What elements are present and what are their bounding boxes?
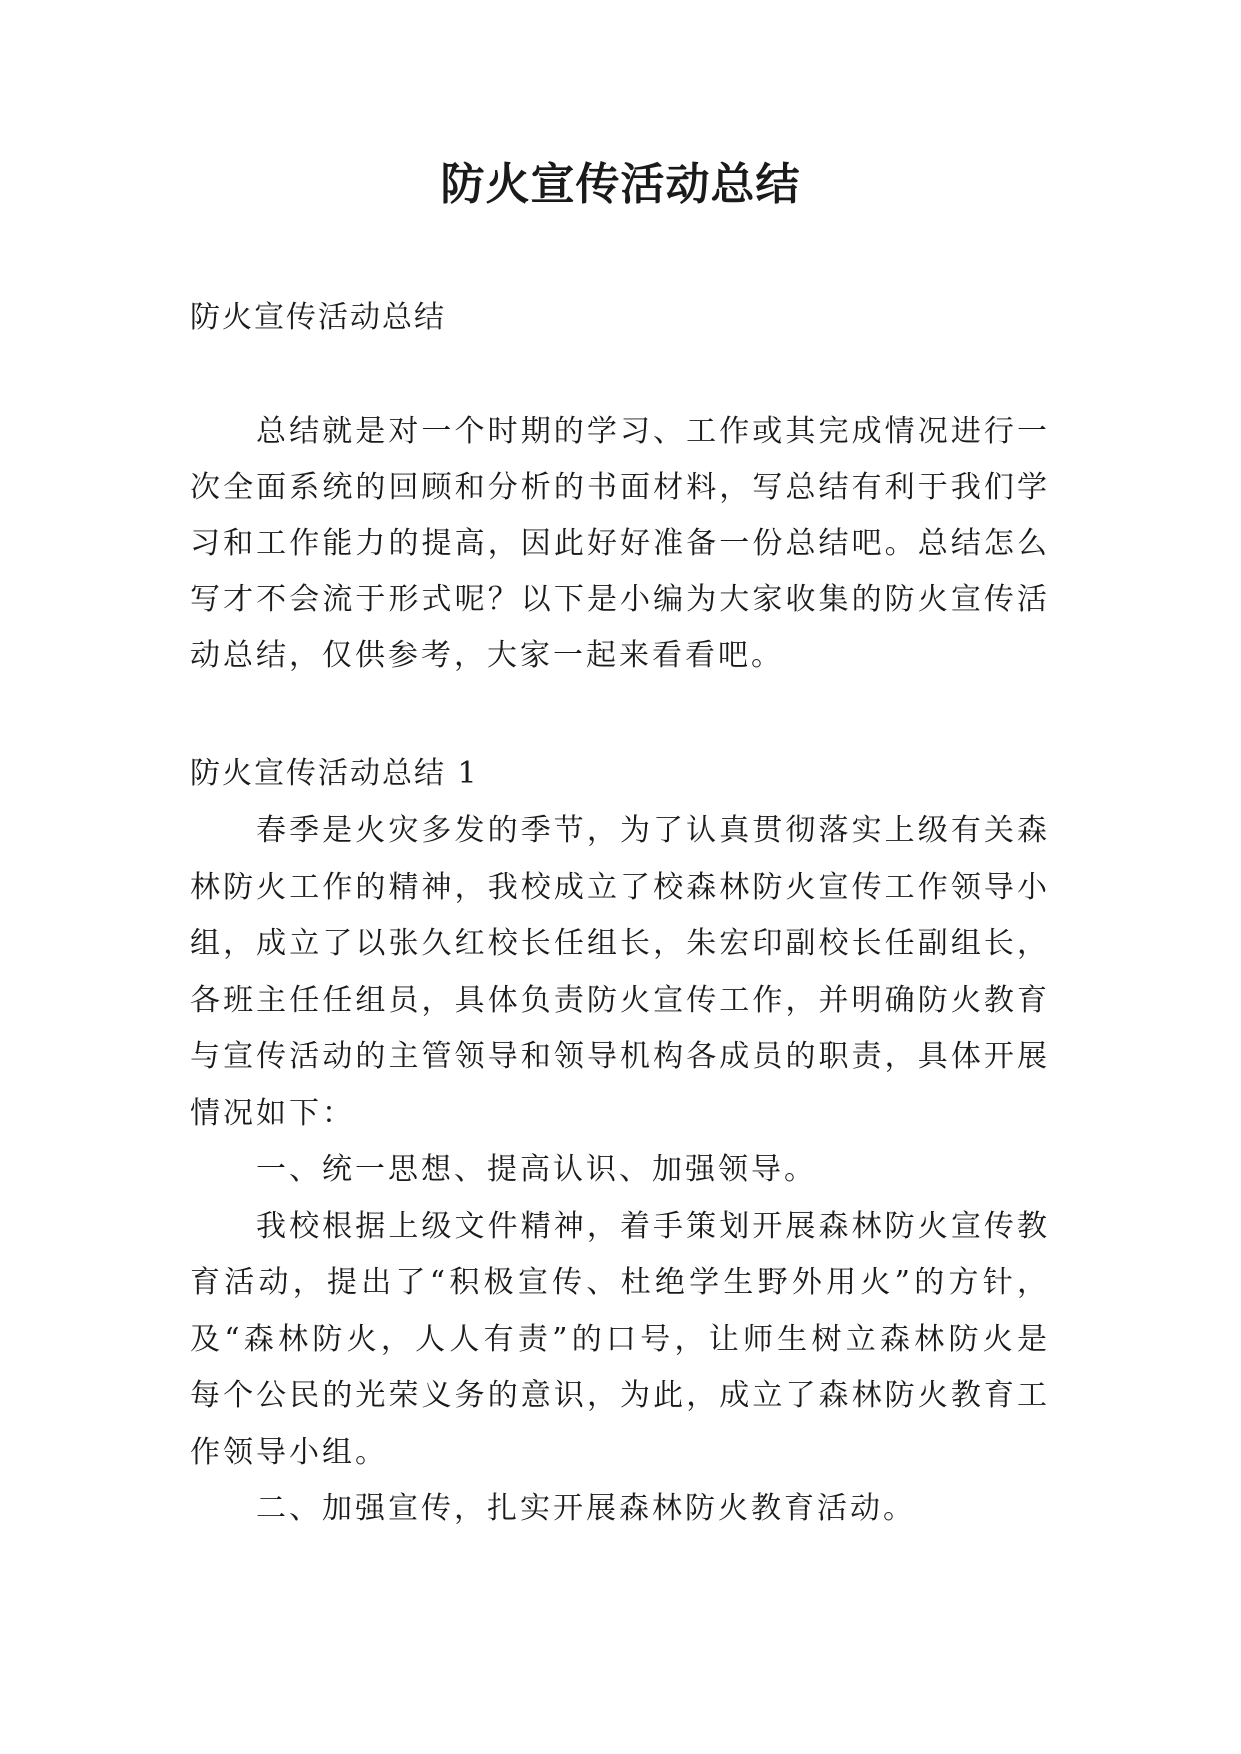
document-subtitle: 防火宣传活动总结 <box>190 300 446 335</box>
section-paragraph-2: 一、统一思想、提高认识、加强领导。 <box>256 1152 817 1187</box>
section-heading: 防火宣传活动总结 1 <box>190 756 479 791</box>
section-paragraph-4: 二、加强宣传，扎实开展森林防火教育活动。 <box>256 1491 916 1526</box>
section-paragraph-1: 春季是火灾多发的季节，为了认真贯彻落实上级有关森林防火工作的精神，我校成立了校森林防火宣传工作领导小组，成立了以张久红校长任组长，朱宏印副校长任副组长，各班主任任组员，具体负责防火宣传工作，并明确防火教育与宣传活动的主管领导和领导机构各成员的职责，具体开展情况如下： <box>190 813 1050 1131</box>
section-paragraph-3: 我校根据上级文件精神，着手策划开展森林防火宣传教育活动，提出了“积极宣传、杜绝学生野外用火”的方针，及“森林防火，人人有责”的口号，让师生树立森林防火是每个公民的光荣义务的意识，为此，成立了森林防火教育工作领导小组。 <box>190 1208 1050 1470</box>
section-body <box>190 803 1050 1538</box>
intro-paragraph: 总结就是对一个时期的学习、工作或其完成情况进行一次全面系统的回顾和分析的书面材料，写总结有利于我们学习和工作能力的提高，因此好好准备一份总结吧。总结怎么写才不会流于形式呢？以下是小编为大家收集的防火宣传活动总结，仅供参考，大家一起来看看吧。 <box>190 414 1050 673</box>
document-title: 防火宣传活动总结 <box>440 159 801 210</box>
